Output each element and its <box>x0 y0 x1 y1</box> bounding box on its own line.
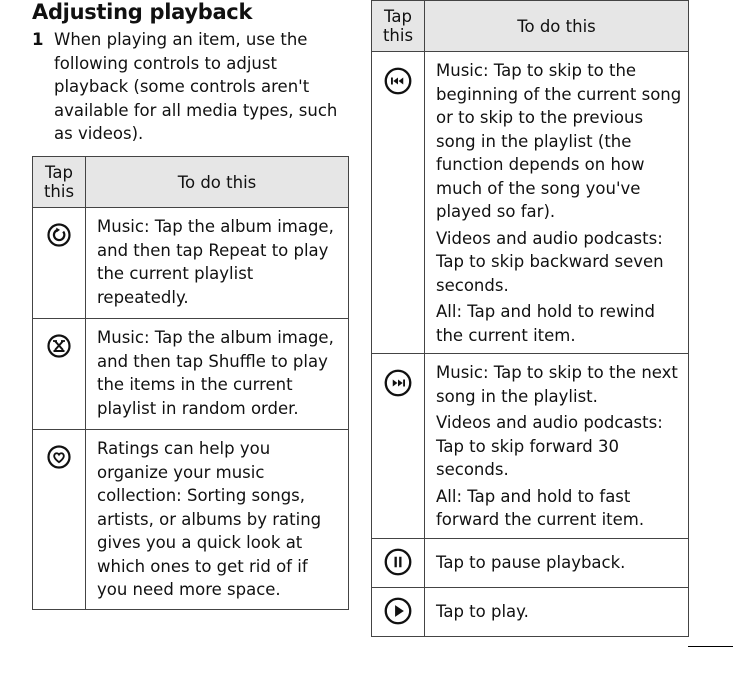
icon-cell <box>33 208 86 319</box>
description-text: Music: Tap to skip to the beginning of the current song or to skip to the previous song in the playlist (the function depends on how much of the song you've played so far). <box>436 61 682 221</box>
page-footer-rule <box>688 646 733 647</box>
play-icon <box>384 597 412 632</box>
skip-back-icon <box>384 67 412 102</box>
icon-cell <box>33 319 86 430</box>
description-text: Tap to play. <box>436 602 529 622</box>
column-header-to-do-this: To do this <box>86 157 349 208</box>
description-text: Videos and audio podcasts: Tap to skip forward 30 seconds. <box>436 413 663 479</box>
table-row <box>372 587 689 636</box>
description-cell <box>425 52 689 354</box>
column-header-to-do-this: To do this <box>425 1 689 52</box>
description-text: Ratings can help you organize your music collection: Sorting songs, artists, or albums by rating gives you a quick look at which ones to get rid of if you need more space. <box>97 439 322 599</box>
icon-cell <box>372 538 425 587</box>
description-text: Music: Tap the album image, and then tap Repeat to play the current playlist repeatedly. <box>97 217 334 307</box>
controls-table-left <box>32 156 349 610</box>
icon-cell <box>372 354 425 539</box>
description-text: Music: Tap the album image, and then tap Shuffle to play the items in the current playlist in random order. <box>97 328 334 418</box>
step-number: 1 <box>32 30 44 49</box>
controls-table-right <box>371 0 689 637</box>
description-text: Music: Tap to skip to the next song in the playlist. <box>436 363 678 406</box>
skip-forward-icon <box>384 369 412 404</box>
description-cell <box>425 354 689 539</box>
icon-cell <box>33 430 86 610</box>
table-header-row <box>372 1 689 52</box>
pause-icon <box>384 548 412 583</box>
shuffle-icon <box>47 334 71 365</box>
description-cell <box>86 319 349 430</box>
page-heading: Adjusting playback <box>32 0 253 24</box>
table-row <box>33 208 349 319</box>
table-row <box>33 319 349 430</box>
description-text: All: Tap and hold to fast forward the current item. <box>436 486 645 529</box>
description-text: Videos and audio podcasts: Tap to skip backward seven seconds. <box>436 228 664 295</box>
table-row <box>372 354 689 539</box>
table-row <box>372 538 689 587</box>
table-header-row <box>33 157 349 208</box>
description-cell <box>425 587 689 636</box>
icon-cell <box>372 52 425 354</box>
description-cell <box>86 208 349 319</box>
column-header-tap-this: Tap this <box>33 157 86 208</box>
column-header-tap-this: Tap this <box>372 1 425 52</box>
description-cell <box>425 538 689 587</box>
icon-cell <box>372 587 425 636</box>
description-text: Tap to pause playback. <box>436 553 626 573</box>
step-text: When playing an item, use the following controls to adjust playback (some controls aren't available for all media types, such as videos). <box>54 30 338 143</box>
description-text: All: Tap and hold to rewind the current item. <box>436 302 655 345</box>
description-cell <box>86 430 349 610</box>
heart-icon <box>47 445 71 476</box>
repeat-icon <box>47 223 71 254</box>
table-row <box>372 52 689 354</box>
table-row <box>33 430 349 610</box>
